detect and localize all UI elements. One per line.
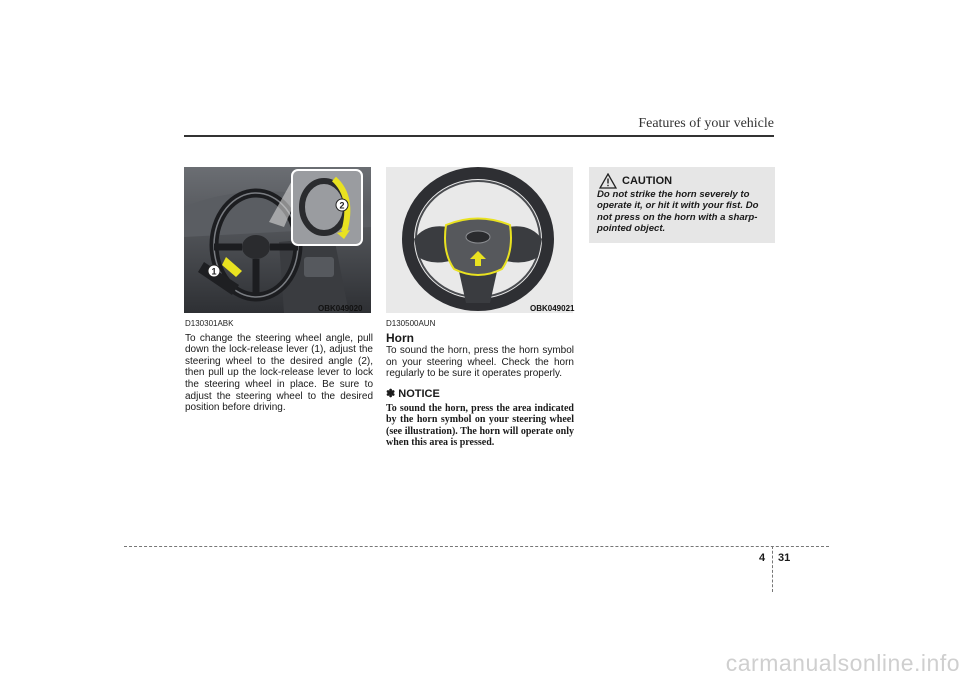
warning-triangle-icon bbox=[599, 173, 617, 189]
image-caption-middle: OBK049021 bbox=[530, 304, 575, 313]
header-rule bbox=[184, 135, 774, 137]
section-code-middle: D130500AUN bbox=[386, 319, 436, 328]
middle-column bbox=[386, 318, 574, 449]
notice-title: ✽ NOTICE bbox=[386, 387, 440, 400]
horn-heading: Horn bbox=[386, 330, 414, 345]
callout-2: 2 bbox=[339, 200, 345, 211]
caution-text: Do not strike the horn severely to operate it, or hit it with your fist. Do not press on the horn with a sharp-pointed object. bbox=[597, 189, 759, 234]
section-code-left: D130301ABK bbox=[185, 319, 234, 328]
steering-tilt-illustration bbox=[184, 167, 371, 313]
left-column bbox=[185, 318, 373, 414]
horn-illustration bbox=[386, 167, 573, 313]
chapter-number: 4 bbox=[759, 552, 766, 564]
horn-text: To sound the horn, press the horn symbol on your steering wheel. Check the horn regularly to be sure it operates properly. bbox=[386, 345, 574, 380]
section-title: Features of your vehicle bbox=[638, 116, 774, 131]
steering-tilt-text: To change the steering wheel angle, pull down the lock-release lever (1), adjust the steering wheel to the desired angle (2), then pull up the lock-release lever to lock the steering wheel in place. Be sure to adjust the steering wheel to the desired position before driving. bbox=[185, 332, 373, 414]
image-caption-left: OBK049020 bbox=[318, 304, 363, 313]
caution-box bbox=[589, 167, 775, 243]
page-number: 31 bbox=[778, 552, 791, 564]
caution-title: CAUTION bbox=[622, 175, 673, 187]
notice-text: To sound the horn, press the area indicated by the horn symbol on your steering wheel (see illustration). The horn will operate only when this area is pressed. bbox=[386, 402, 574, 449]
watermark: carmanualsonline.info bbox=[725, 650, 960, 676]
footer-divider bbox=[772, 546, 773, 592]
callout-1: 1 bbox=[211, 266, 217, 277]
horn-drawing bbox=[386, 167, 573, 313]
footer-rule bbox=[124, 546, 829, 547]
steering-tilt-drawing bbox=[184, 167, 371, 313]
